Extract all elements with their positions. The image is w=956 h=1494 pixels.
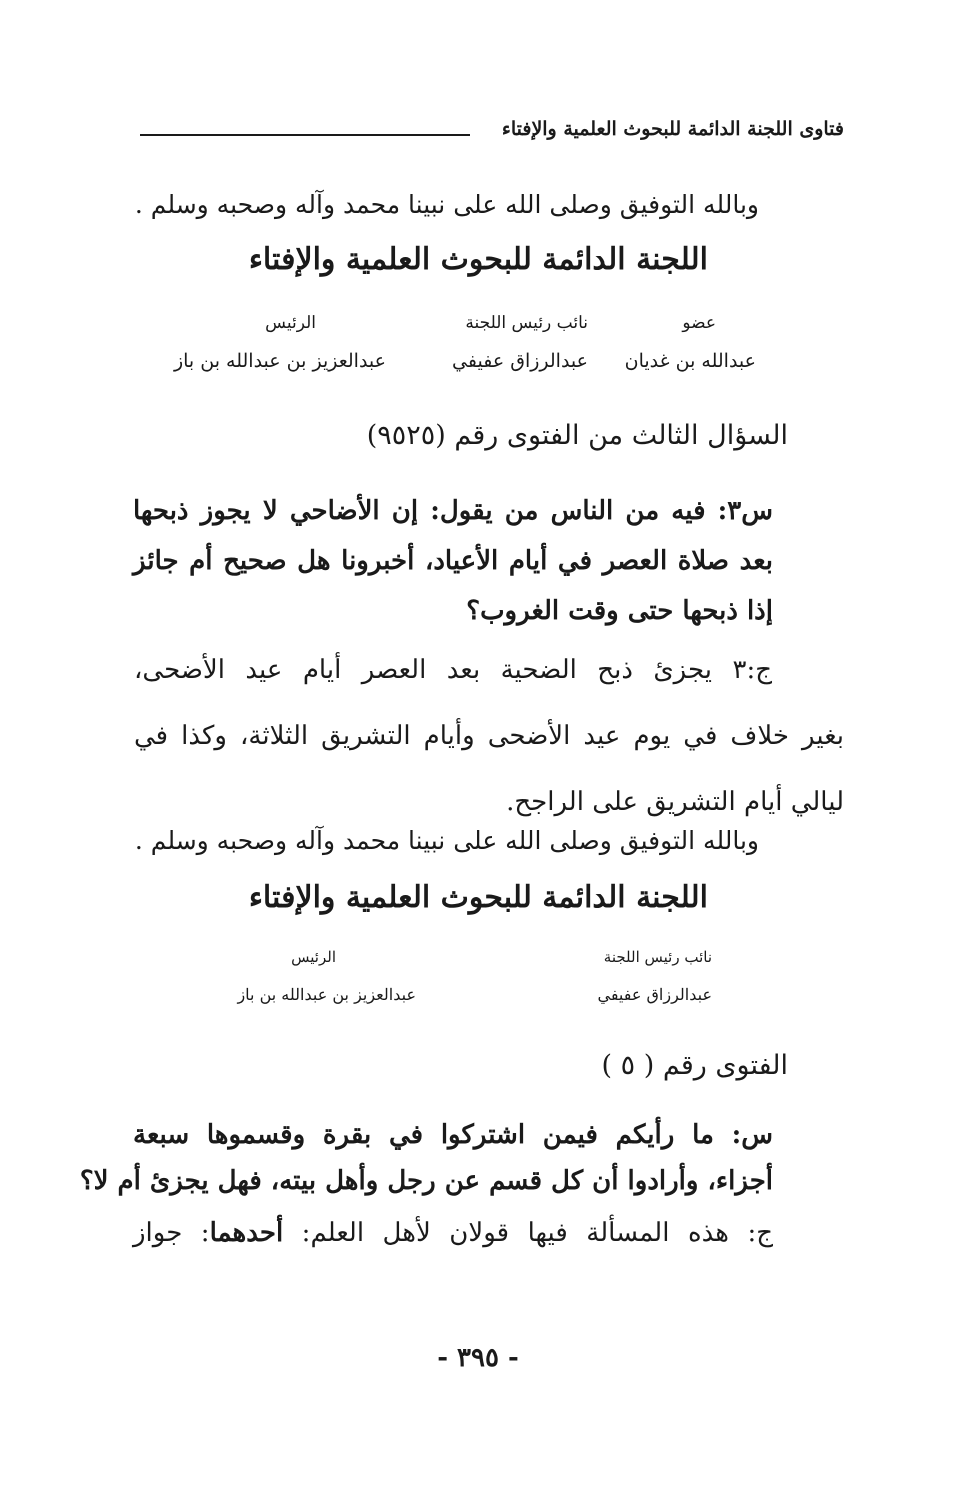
sig-name-vice-president: عبدالرزاق عفيفي <box>452 350 588 372</box>
answer-3-line: بغير خلاف في يوم عيد الأضحى وأيام التشريق الثلاثة، وكذا في <box>134 721 844 751</box>
running-header-title: فتاوى اللجنة الدائمة للبحوث العلمية والإفتاء <box>501 118 844 140</box>
question-fatwa-5-line: أجزاء، وأرادوا أن كل قسم عن رجل وأهل بيته، فهل يجزئ أم لا؟ <box>79 1166 773 1196</box>
sig-name-member: عبدالله بن غديان <box>624 350 756 372</box>
sig-name-vice-president-2: عبدالرزاق عفيفي <box>597 985 712 1004</box>
question-fatwa-5-line: س: ما رأيكم فيمن اشتركوا في بقرة وقسموها سبعة <box>133 1120 773 1150</box>
sig-name-president-2: عبدالعزيز بن عبدالله بن باز <box>237 985 416 1004</box>
closing-line-1: وبالله التوفيق وصلى الله على نبينا محمد وآله وصحبه وسلم . <box>134 190 759 219</box>
answer-bold-term: أحدهما <box>209 1218 284 1248</box>
sig-role-vice-president-2: نائب رئيس اللجنة <box>603 948 712 966</box>
answer-3-line: ليالي أيام التشريق على الراجح. <box>506 787 844 817</box>
header-rule <box>140 134 470 136</box>
answer-fatwa-5-line <box>133 1210 773 1256</box>
question-3-line: بعد صلاة العصر في أيام الأعياد، أخبرونا هل صحيح أم جائز <box>133 546 773 576</box>
question-3-line: س٣: فيه من الناس من يقول: إن الأضاحي لا يجوز ذبحها <box>133 496 773 526</box>
closing-line-2: وبالله التوفيق وصلى الله على نبينا محمد وآله وصحبه وسلم . <box>134 826 759 855</box>
question-fatwa-5 <box>79 1112 773 1204</box>
fatwa-heading-9525: السؤال الثالث من الفتوى رقم (٩٥٢٥) <box>366 420 788 451</box>
sig-role-president-2: الرئيس <box>291 948 336 966</box>
question-3 <box>133 486 773 636</box>
answer-3 <box>134 637 844 835</box>
answer-prefix: ج: هذه المسألة فيها قولان لأهل العلم: <box>283 1218 773 1248</box>
committee-name-2: اللجنة الدائمة للبحوث العلمية والإفتاء <box>248 880 708 915</box>
sig-role-member: عضو <box>682 313 716 333</box>
answer-suffix: : جواز <box>133 1218 210 1248</box>
sig-role-president: الرئيس <box>265 313 316 333</box>
answer-3-line: ج:٣ يجزئ ذبح الضحية بعد العصر أيام عيد الأضحى، <box>134 655 772 685</box>
answer-fatwa-5 <box>133 1210 773 1256</box>
sig-role-vice-president: نائب رئيس اللجنة <box>465 313 588 333</box>
question-3-line: إذا ذبحها حتى وقت الغروب؟ <box>466 596 773 626</box>
fatwa-heading-5: الفتوى رقم ( ٥ ) <box>601 1050 788 1081</box>
committee-name-1: اللجنة الدائمة للبحوث العلمية والإفتاء <box>248 242 708 277</box>
page-number: - ٣٩٥ - <box>437 1343 519 1373</box>
sig-name-president: عبدالعزيز بن عبدالله بن باز <box>173 350 386 372</box>
